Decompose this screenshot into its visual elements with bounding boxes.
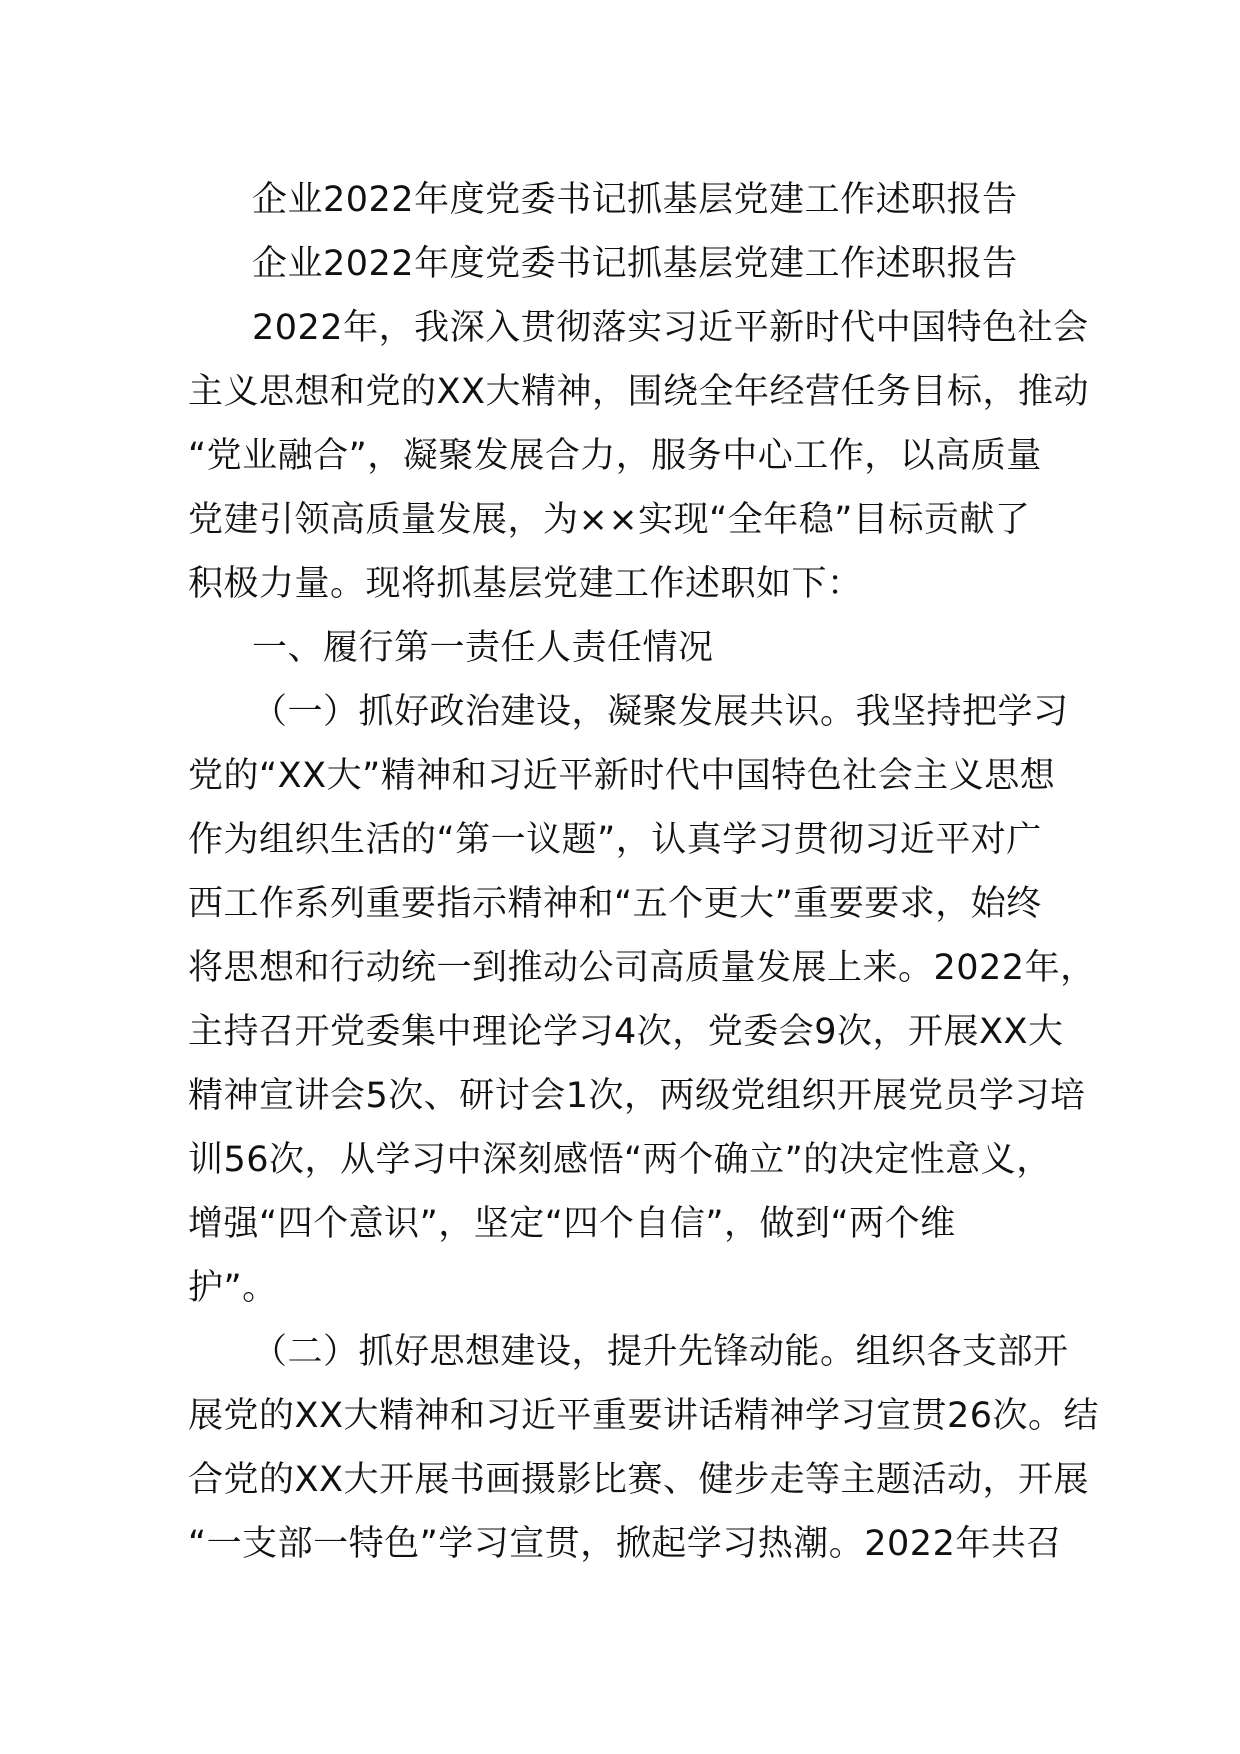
paragraph-line: （一）抓好政治建设，凝聚发展共识。我坚持把学习 (252, 692, 1069, 732)
paragraph-line: （二）抓好思想建设，提升先锋动能。组织各支部开 (252, 1332, 1069, 1372)
political-building-paragraph (188, 680, 1096, 1320)
paragraph-line: 作为组织生活的“第一议题”，认真学习贯彻习近平对广 (188, 820, 1042, 860)
paragraph-line: “一支部一特色”学习宣贯，掀起学习热潮。2022年共召 (188, 1524, 1062, 1564)
paragraph-line: 党的“XX大”精神和习近平新时代中国特色社会主义思想 (188, 756, 1056, 796)
paragraph-line: 展党的XX大精神和习近平重要讲话精神学习宣贯26次。结 (188, 1396, 1099, 1436)
paragraph-line: 将思想和行动统一到推动公司高质量发展上来。2022年， (188, 948, 1096, 988)
paragraph-line: 合党的XX大开展书画摄影比赛、健步走等主题活动，开展 (188, 1460, 1089, 1500)
paragraph-line: 2022年，我深入贯彻落实习近平新时代中国特色社会 (252, 308, 1089, 348)
section-heading: 一、履行第一责任人责任情况 (252, 628, 714, 668)
paragraph-line: 西工作系列重要指示精神和“五个更大”重要要求，始终 (188, 884, 1042, 924)
paragraph-line: “党业融合”，凝聚发展合力，服务中心工作，以高质量 (188, 436, 1042, 476)
intro-paragraph (188, 296, 1089, 616)
paragraph-line: 训56次，从学习中深刻感悟“两个确立”的决定性意义， (188, 1140, 1052, 1180)
document-title-repeat: 企业2022年度党委书记抓基层党建工作述职报告 (252, 244, 1018, 284)
paragraph-line: 精神宣讲会5次、研讨会1次，两级党组织开展党员学习培 (188, 1076, 1086, 1116)
paragraph-line: 主持召开党委集中理论学习4次，党委会9次，开展XX大 (188, 1012, 1064, 1052)
paragraph-line: 主义思想和党的XX大精神，围绕全年经营任务目标，推动 (188, 372, 1089, 412)
ideological-building-paragraph (188, 1320, 1099, 1576)
document-title: 企业2022年度党委书记抓基层党建工作述职报告 (252, 180, 1018, 220)
document-page (188, 168, 1099, 1576)
paragraph-line: 护”。 (188, 1268, 278, 1308)
paragraph-line: 增强“四个意识”，坚定“四个自信”，做到“两个维 (188, 1204, 956, 1244)
paragraph-line: 积极力量。现将抓基层党建工作述职如下： (188, 564, 863, 604)
paragraph-line: 党建引领高质量发展，为××实现“全年稳”目标贡献了 (188, 500, 1031, 540)
